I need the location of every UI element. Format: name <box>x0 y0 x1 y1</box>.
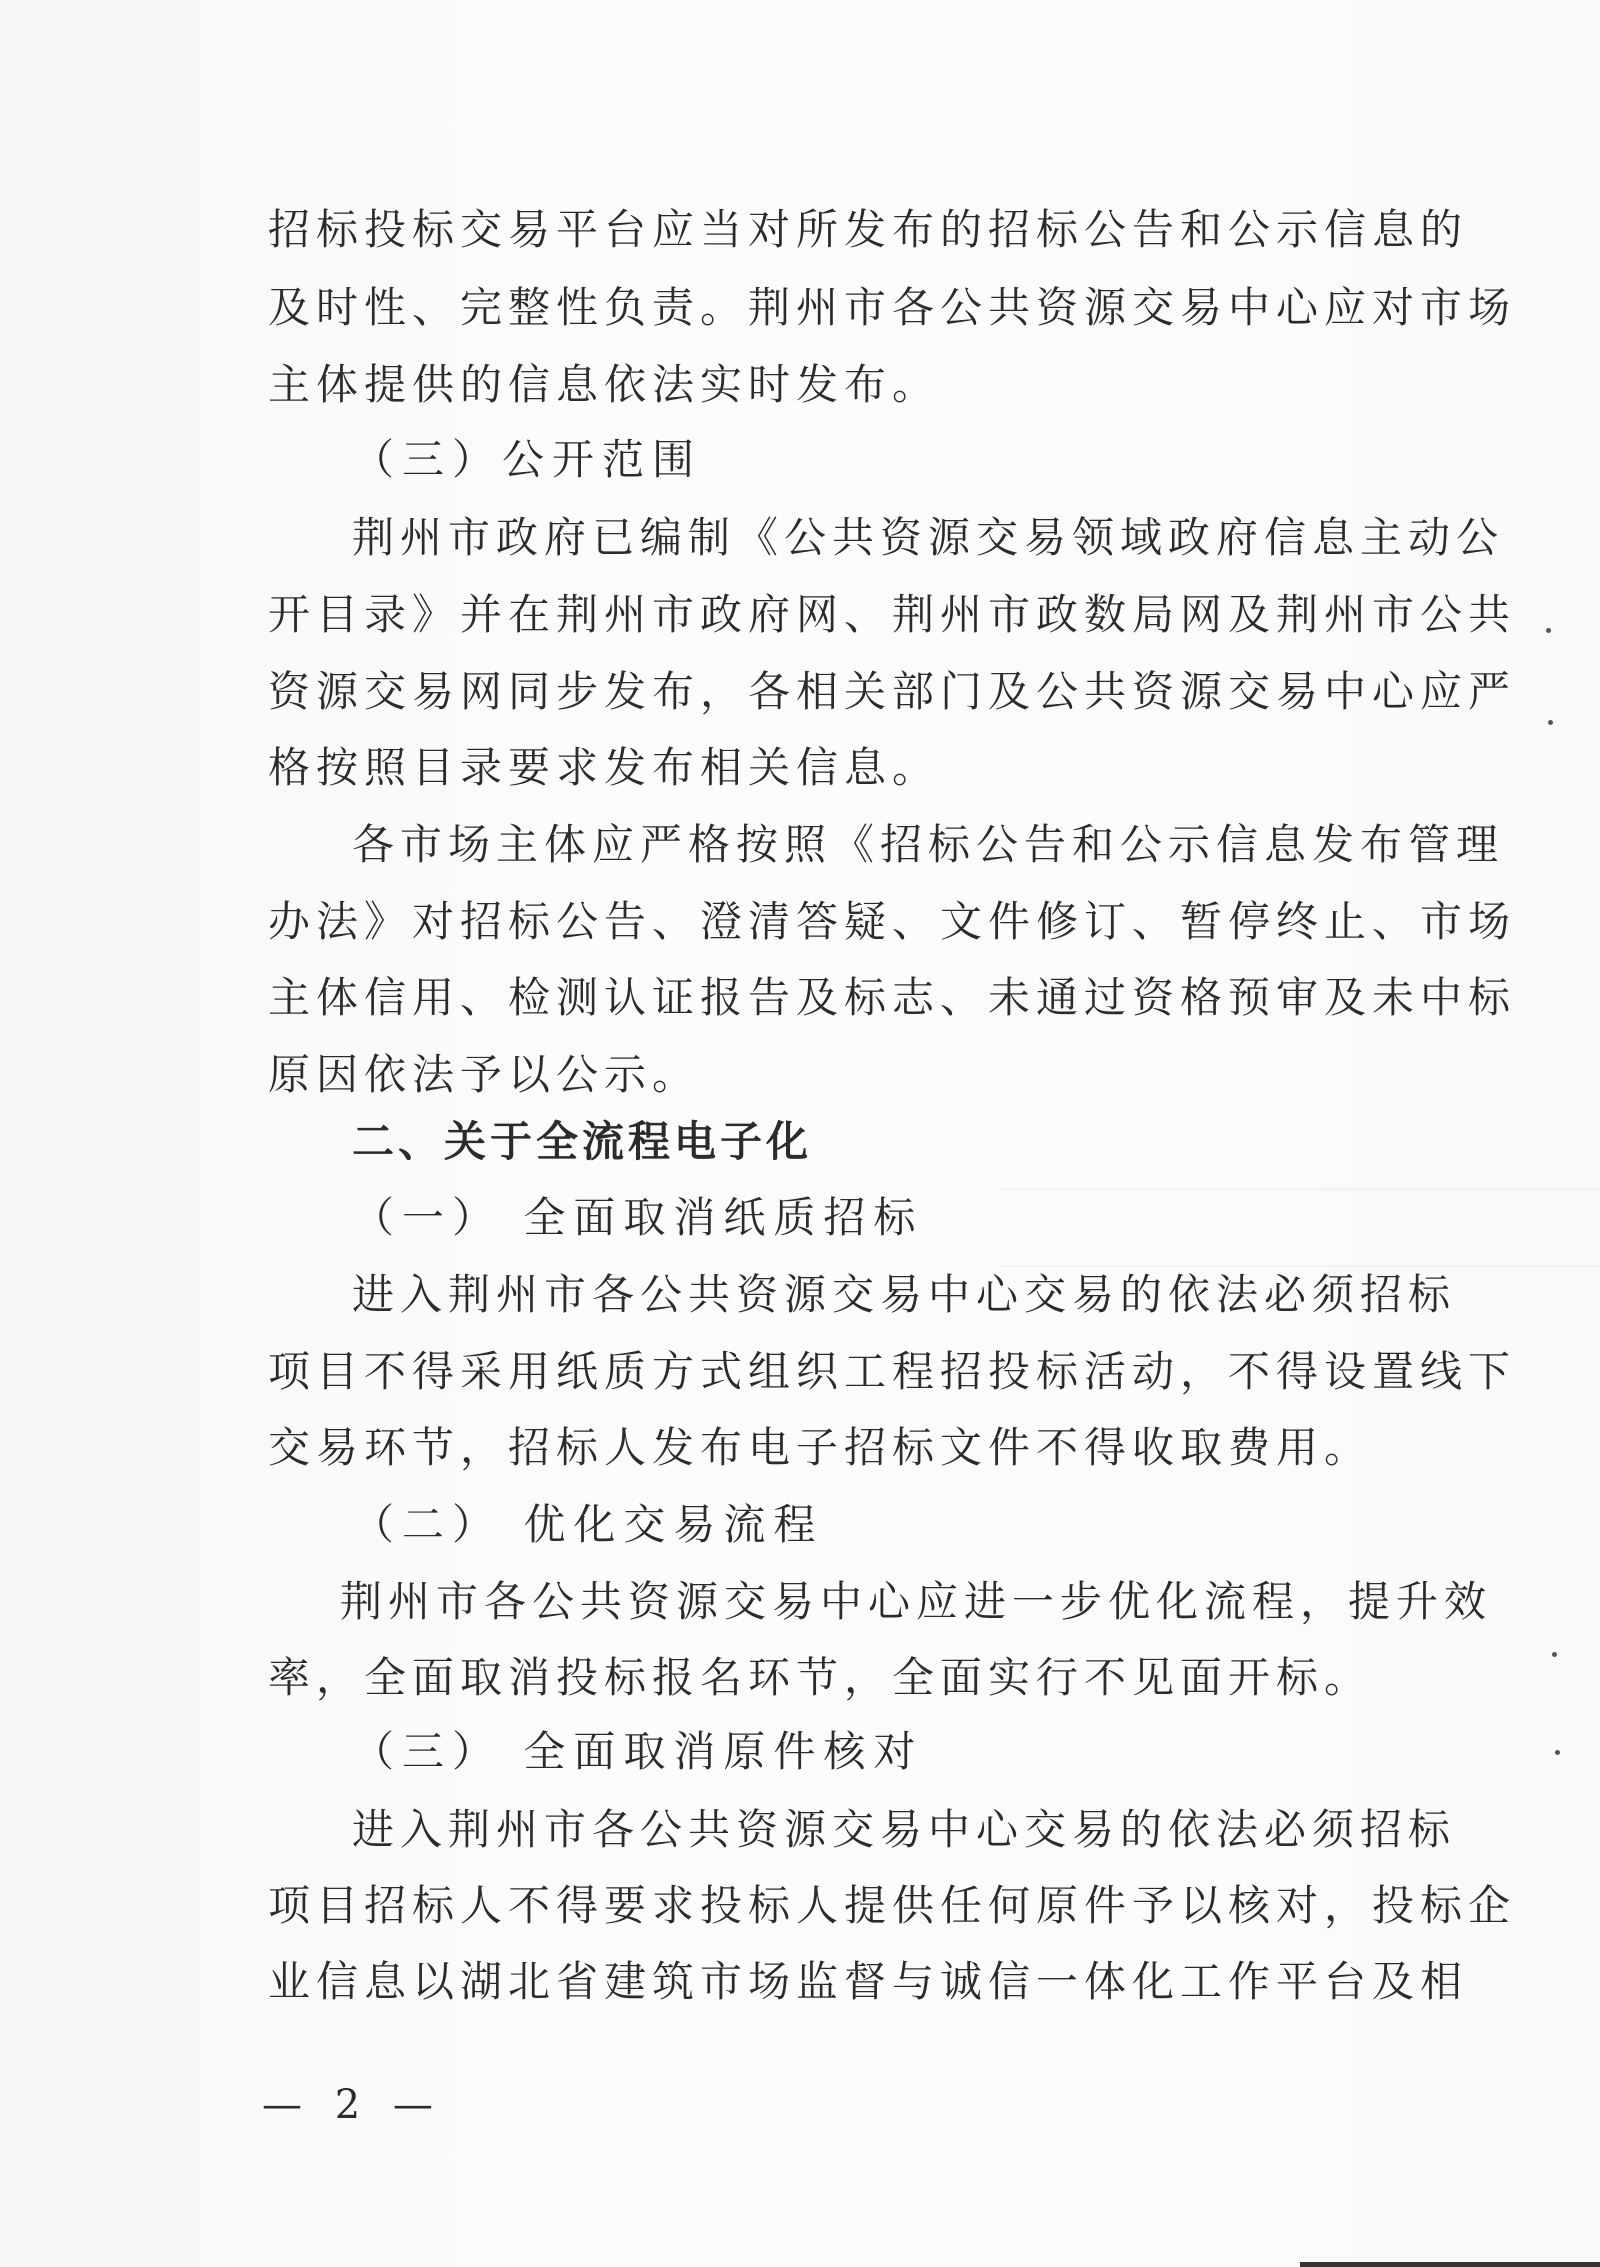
scan-speck <box>1552 1652 1557 1657</box>
paragraph-line: 荆州市各公共资源交易中心应进一步优化流程，提升效 <box>340 1577 1493 1626</box>
section-heading: （三） 全面取消原件核对 <box>352 1727 924 1776</box>
scan-speck <box>1546 628 1551 633</box>
paragraph-line: 进入荆州市各公共资源交易中心交易的依法必须招标 <box>352 1270 1457 1319</box>
paragraph-line: 项目不得采用纸质方式组织工程招投标活动，不得设置线下 <box>268 1347 1517 1396</box>
page-number: — 2 — <box>262 2082 443 2128</box>
scan-edge <box>1300 2262 1600 2267</box>
paragraph-line: 业信息以湖北省建筑市场监督与诚信一体化工作平台及相 <box>268 1957 1469 2006</box>
chapter-heading: 二、关于全流程电子化 <box>352 1117 813 1166</box>
scan-shadow <box>1000 1188 1600 1190</box>
scan-speck <box>1555 1750 1560 1755</box>
paragraph-line: 主体提供的信息依法实时发布。 <box>268 360 941 409</box>
section-heading: （一） 全面取消纸质招标 <box>352 1193 924 1242</box>
paragraph-line: 开目录》并在荆州市政府网、荆州市政数局网及荆州市公共 <box>268 590 1517 639</box>
paragraph-line: 进入荆州市各公共资源交易中心交易的依法必须招标 <box>352 1805 1457 1854</box>
paragraph-line: 各市场主体应严格按照《招标公告和公示信息发布管理 <box>352 820 1505 869</box>
scan-speck <box>1548 720 1553 725</box>
paragraph-line: 资源交易网同步发布，各相关部门及公共资源交易中心应严 <box>268 667 1517 716</box>
paragraph-line: 格按照目录要求发布相关信息。 <box>268 743 941 792</box>
paragraph-line: 项目招标人不得要求投标人提供任何原件予以核对，投标企 <box>268 1881 1517 1930</box>
section-heading: （二） 优化交易流程 <box>352 1500 824 1549</box>
paragraph-line: 原因依法予以公示。 <box>268 1050 701 1099</box>
paragraph-line: 及时性、完整性负责。荆州市各公共资源交易中心应对市场 <box>268 283 1517 332</box>
section-heading: （三）公开范围 <box>352 435 703 484</box>
paragraph-line: 办法》对招标公告、澄清答疑、文件修订、暂停终止、市场 <box>268 897 1517 946</box>
paragraph-line: 主体信用、检测认证报告及标志、未通过资格预审及未中标 <box>268 973 1517 1022</box>
paragraph-line: 率，全面取消投标报名环节，全面实行不见面开标。 <box>268 1653 1373 1702</box>
paragraph-line: 招标投标交易平台应当对所发布的招标公告和公示信息的 <box>268 205 1469 254</box>
paragraph-line: 荆州市政府已编制《公共资源交易领域政府信息主动公 <box>352 513 1505 562</box>
scan-shadow <box>1000 1265 1600 1267</box>
paragraph-line: 交易环节，招标人发布电子招标文件不得收取费用。 <box>268 1423 1373 1472</box>
